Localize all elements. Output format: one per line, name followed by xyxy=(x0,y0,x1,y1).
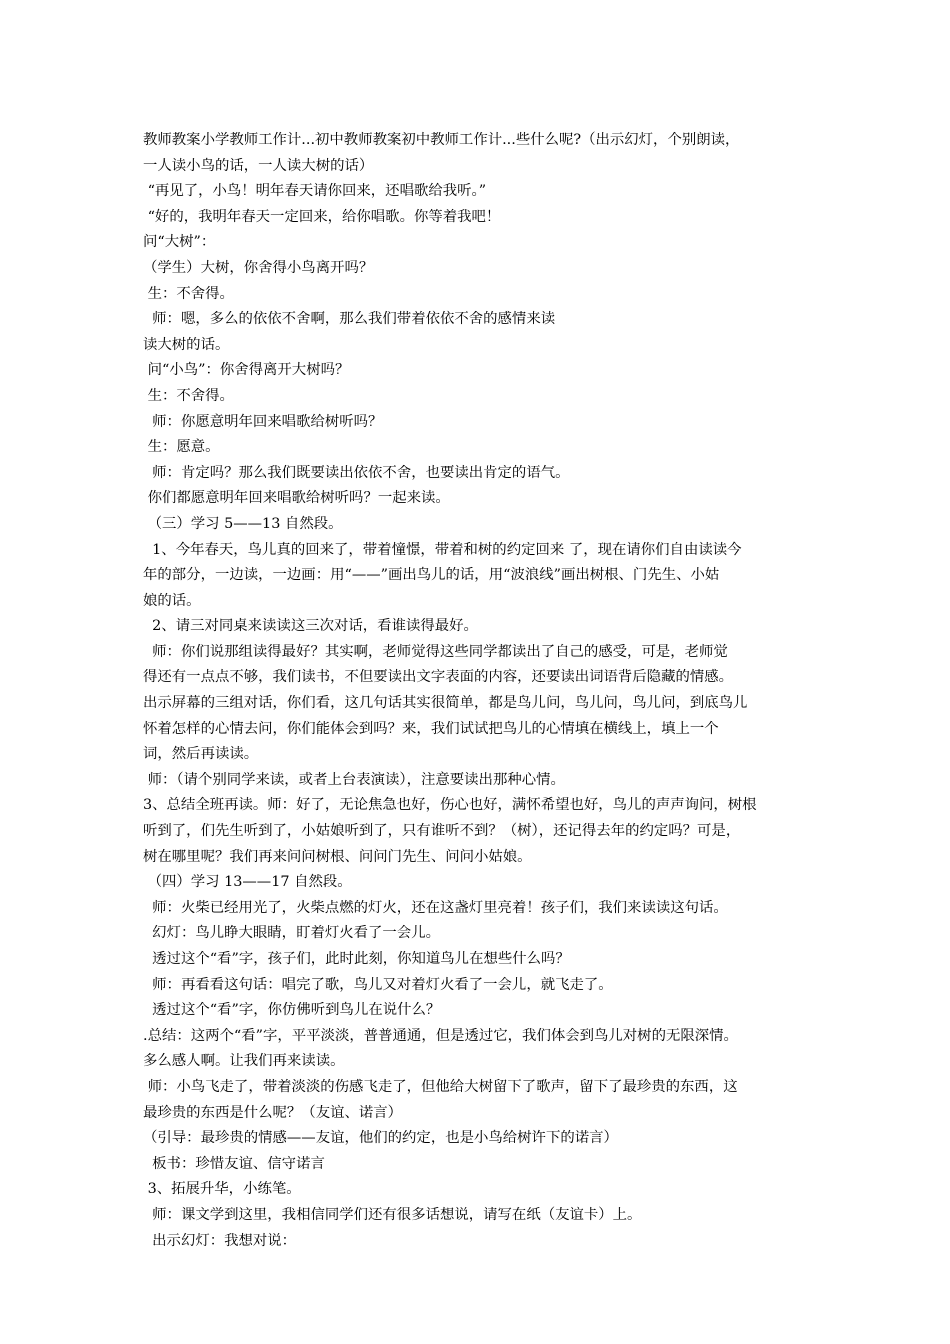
text-line: 板书：珍惜友谊、信守诺言 xyxy=(143,1155,325,1172)
text-line: 一人读小鸟的话，一人读大树的话） xyxy=(143,157,374,174)
text-line: 出示幻灯：我想对说： xyxy=(143,1232,297,1249)
text-line: 3、拓展升华，小练笔。 xyxy=(143,1181,301,1198)
text-line: 树在哪里呢？我们再来问问树根、问问门先生、问问小姑娘。 xyxy=(143,848,532,865)
text-line: 透过这个“看”字，你仿佛听到鸟儿在说什么？ xyxy=(143,1002,441,1019)
text-line: 3、总结全班再读。师：好了，无论焦急也好，伤心也好，满怀希望也好，鸟儿的声声询问，树根 xyxy=(143,797,757,814)
text-line: 多么感人啊。让我们再来读读。 xyxy=(143,1053,345,1070)
text-line: 问“大树”： xyxy=(143,234,216,251)
text-line: 问“小鸟”：你舍得离开大树吗？ xyxy=(143,362,350,379)
text-line: “再见了，小鸟！明年春天请你回来，还唱歌给我听。” xyxy=(143,183,487,200)
text-line: 最珍贵的东西是什么呢？（友谊、诺言） xyxy=(143,1104,403,1121)
text-line: 2、请三对同桌来读读这三次对话，看谁读得最好。 xyxy=(143,618,478,635)
text-line: 师：火柴已经用光了，火柴点燃的灯火，还在这盏灯里亮着！孩子们，我们来读读这句话。 xyxy=(143,899,728,916)
text-line: 师：课文学到这里，我相信同学们还有很多话想说，请写在纸（友谊卡）上。 xyxy=(143,1206,642,1223)
text-line: 师：你愿意明年回来唱歌给树听吗？ xyxy=(143,413,383,430)
text-line: 幻灯：鸟儿睁大眼睛，盯着灯火看了一会儿。 xyxy=(143,925,440,942)
text-line: 娘的话。 xyxy=(143,592,201,609)
text-line: 你们都愿意明年回来唱歌给树听吗？一起来读。 xyxy=(143,490,450,507)
text-line: 得还有一点点不够，我们读书，不但要读出文字表面的内容，还要读出词语背后隐藏的情感。 xyxy=(143,669,734,686)
text-line: （三）学习 5——13 自然段。 xyxy=(143,515,343,532)
text-line: 听到了，们先生听到了，小姑娘听到了，只有谁听不到？（树），还记得去年的约定吗？可是， xyxy=(143,823,741,840)
text-line: （学生）大树，你舍得小鸟离开吗？ xyxy=(143,259,374,276)
text-line: “好的，我明年春天一定回来，给你唱歌。你等着我吧！ xyxy=(143,208,501,225)
text-line: 透过这个“看”字，孩子们，此时此刻，你知道鸟儿在想些什么吗？ xyxy=(143,951,570,967)
text-line: 师：嗯，多么的依依不舍啊，那么我们带着依依不舍的感情来读 xyxy=(143,311,556,328)
text-line: 词，然后再读读。 xyxy=(143,746,259,763)
text-line: 师：（请个别同学来读，或者上台表演读），注意要读出那种心情。 xyxy=(143,771,565,788)
text-line: 师：你们说那组读得最好？其实啊，老师觉得这些同学都读出了自己的感受，可是，老师觉 xyxy=(143,643,728,660)
document-body xyxy=(143,128,823,1254)
text-line: （引导：最珍贵的情感——友谊，他们的约定，也是小鸟给树许下的诺言） xyxy=(143,1130,618,1147)
text-line: 怀着怎样的心情去问，你们能体会到吗？来，我们试试把鸟儿的心情填在横线上，填上一个 xyxy=(143,720,719,737)
text-line: 师：肯定吗？那么我们既要读出依依不舍，也要读出肯定的语气。 xyxy=(143,464,570,481)
text-line: 1、今年春天，鸟儿真的回来了，带着憧憬，带着和树的约定回来 了，现在请你们自由读读今 xyxy=(143,541,742,558)
text-line: 生：愿意。 xyxy=(143,439,220,456)
text-line: 读大树的话。 xyxy=(143,336,230,353)
text-line: 生：不舍得。 xyxy=(143,285,234,302)
text-line: 师：再看看这句话：唱完了歌，鸟儿又对着灯火看了一会儿，就飞走了。 xyxy=(143,976,613,993)
text-line: .总结：这两个“看”字，平平淡淡，普普通通，但是透过它，我们体会到鸟儿对树的无限深情。 xyxy=(143,1027,738,1044)
text-line: 师：小鸟飞走了，带着淡淡的伤感飞走了，但他给大树留下了歌声，留下了最珍贵的东西，这 xyxy=(143,1078,738,1095)
text-line: 生：不舍得。 xyxy=(143,387,234,404)
text-line: 年的部分，一边读，一边画：用“——”画出鸟儿的话，用“波浪线”画出树根、门先生、小姑 xyxy=(143,567,720,584)
text-line: （四）学习 13——17 自然段。 xyxy=(143,874,352,891)
text-line: 出示屏幕的三组对话，你们看，这几句话其实很简单，都是鸟儿问，鸟儿问，鸟儿问，到底鸟儿 xyxy=(143,695,748,712)
text-line: 教师教案小学教师工作计...初中教师教案初中教师工作计...些什么呢?（出示幻灯，个别朗读， xyxy=(143,132,740,148)
